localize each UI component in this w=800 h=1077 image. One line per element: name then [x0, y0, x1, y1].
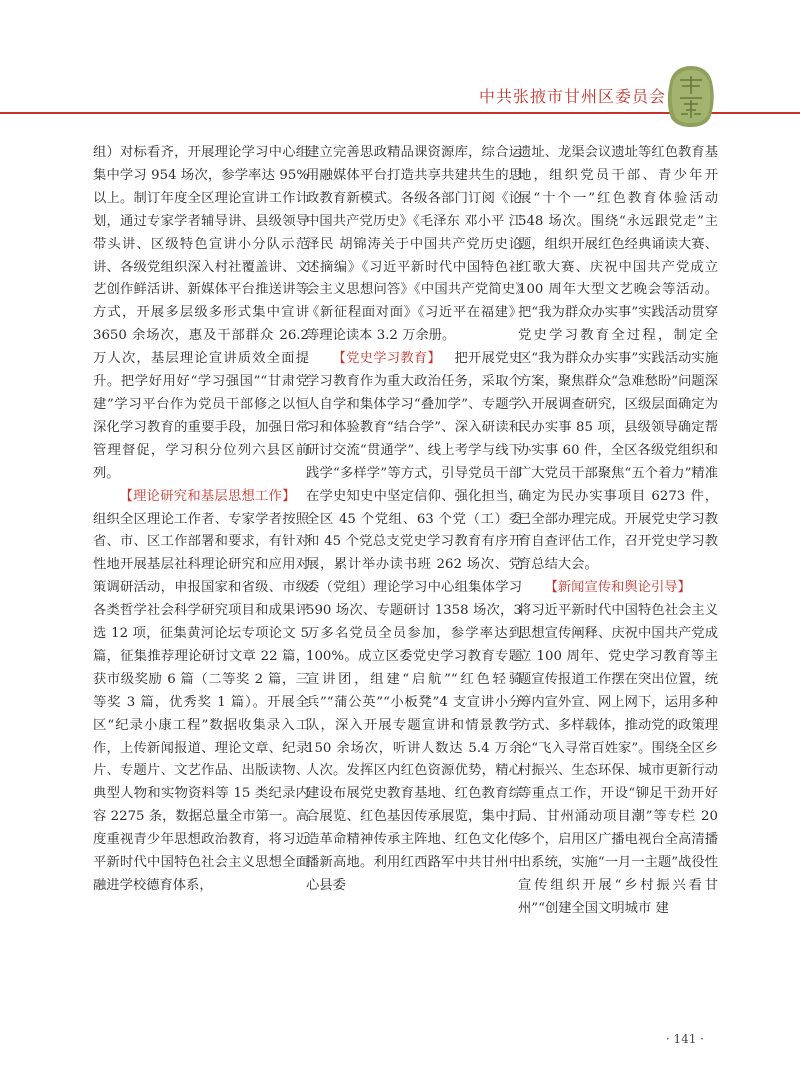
- paragraph: 把开展党史学习教育作为重大政治任务，采取个人自学和集体学习“叠加学”、专题学习和体验教育“结合学”、深入研读和研讨交流“贯通学”、线上考学与线下践学“多样学”等方式，引导党员干部在学史知史中坚定信仰、强化担当，全区 45 个党组、63 个党（工）委和 45 个党总支党史学习教育有序开展，累计举办读书班 262 场次、党委（党组）理论学习中心组集体学习 590 场次、专题研讨 1358 场次，3 万多名党员全员参加，参学率达到 100%。成立区委党史学习教育专题宣讲团，组建“启航”“红色轻骑兵”“蒲公英”“小板凳”4 支宣讲小分队，深入开展专题宣讲和情景教学 150 余场次，听讲人数达 5.4 万余人次。发挥区内红色资源优势，精心建设布展党史教育基地、红色教育综合展览、红色基因传承展览，集中打造革命精神传承主阵地、红色文化传播新高地。利用红西路军中共甘州中心县委: [306, 351, 522, 893]
- paragraph: 将习近平新时代中国特色社会主义思想宣传阐释、庆祝中国共产党成立 100 周年、党史学习教育等主题宣传报道工作摆在突出位置，统筹内宣外宣、网上网下，运用多种方式、多样载体，推动党的政策理论“飞入寻常百姓家”。围绕全区乡村振兴、生态环保、城市更新行动等重点工作，开设“铆足干劲开好局、甘州涌动项目潮”等专栏 20 多个，启用区广播电视台全高清播出系统，实施“一月一主题”战役性宣传组织开展“乡村振兴看甘州”“创建全国文明城市 建: [518, 603, 718, 916]
- text-column-1: [93, 142, 309, 898]
- section-heading-party-history: 【党史学习教育】: [332, 351, 441, 367]
- paragraph: 遗址、龙渠会议遗址等红色教育基地，组织党员干部、青少年开展“十个一”红色教育体验活动 548 场次。围绕“永远跟党走”主题，组织开展红色经典诵读大赛、红歌大赛、庆祝中国共产党成立 100 周年大型文艺晚会等活动。把“我为群众办实事”实践活动贯穿党史学习教育全过程，制定全区“我为群众办实事”实践活动实施方案，聚焦群众“急难愁盼”问题深入开展调查研究，区级层面确定为民办实事 85 项，县级领导确定帮办实事 60 件，全区各级党组织和广大党员干部聚焦“五个着力”精准确定为民办实事项目 6273 件，已全部办理完成。开展党史学习教育自查评估工作，召开党史学习教育总结大会。: [518, 145, 718, 573]
- section-heading-news-publicity: 【新闻宣传和舆论引导】: [544, 580, 691, 596]
- paragraph: 组）对标看齐，开展理论学习中心组集中学习 954 场次，参学率达 95% 以上。制订年度全区理论宣讲工作计划，通过专家学者辅导讲、县级领导带头讲、区级特色宣讲小分队示范讲、各级党组织深入村社覆盖讲、文艺创作鲜活讲、新媒体平台推送讲等方式，开展多层级多形式集中宣讲 3650 余场次，惠及干部群众 26.2 万人次，基层理论宣讲质效全面提升。把学好用好“学习强国”“甘肃党建”学习平台作为党员干部修之以恒深化学习教育的重要手段，加强日常管理督促，学习积分位列六县区前列。: [93, 145, 309, 481]
- paragraph: 组织全区理论工作者、专家学者按照省、市、区工作部署和要求，有针对性地开展基层社科理论研究和应用对策调研活动，申报国家和省级、市级各类哲学社会科学研究项目和成果评选 12 项，征集黄河论坛专项论文 5 篇，征集推荐理论研讨文章 22 篇，获市级奖励 6 篇（二等奖 2 篇，三等奖 3 篇，优秀奖 1 篇）。开展全区“纪录小康工程”数据收集录入工作，上传新闻报道、理论文章、纪录片、专题片、文艺作品、出版读物、典型人物和实物资料等 15 类纪录内容 2275 条，数据总量全市第一。高度重视青少年思想政治教育，将习近平新时代中国特色社会主义思想全面融进学校德育体系，: [93, 511, 309, 893]
- green-jade-seal-icon: [666, 64, 716, 128]
- section-heading-theory-research: 【理论研究和基层思想工作】: [119, 488, 296, 504]
- text-column-3: [518, 142, 718, 921]
- page-number: · 141 ·: [665, 1032, 704, 1046]
- organization-title: 中共张掖市甘州区委员会: [478, 87, 666, 106]
- text-column-2: [306, 142, 522, 898]
- paragraph: 建立完善思政精品课资源库，综合运用融媒体平台打造共享共建共生的思政教育新模式。各级各部门订阅《论中国共产党历史》《毛泽东 邓小平 江泽民 胡锦涛关于中国共产党历史论述摘编》《习近平新时代中国特色社会主义思想问答》《中国共产党简史》《新征程面对面》《习近平在福建》等理论读本 3.2 万余册。: [306, 145, 522, 344]
